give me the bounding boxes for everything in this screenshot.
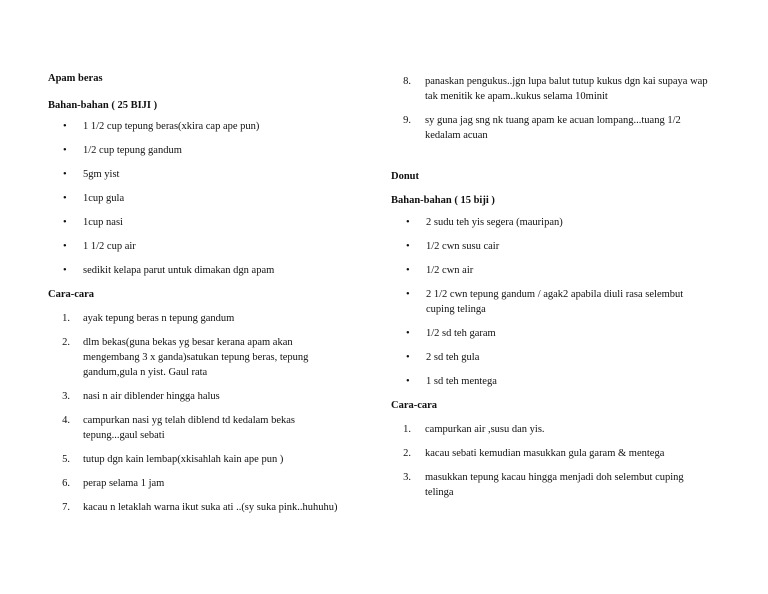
step-item — [48, 500, 348, 515]
steps-heading: Cara-cara — [48, 289, 95, 300]
step-text: sy guna jag sng nk tuang apam ke acuan lompang...tuang 1/2 kedalam acuan — [425, 115, 681, 141]
bullet-icon: • — [406, 289, 410, 300]
step-item — [48, 413, 348, 443]
steps-list-continued — [391, 74, 711, 143]
step-number: 2. — [403, 448, 411, 459]
recipe-title: Donut — [391, 171, 420, 182]
bullet-icon: • — [63, 217, 67, 228]
step-text: tutup dgn kain lembap(xkisahlah kain ape pun ) — [83, 454, 284, 465]
step-text: kacau n letaklah warna ikut suka ati ..(sy suka pink..huhuhu) — [83, 502, 338, 513]
step-number: 8. — [403, 76, 411, 87]
ingredients-heading: Bahan-bahan ( 15 biji ) — [391, 195, 495, 206]
step-text: ayak tepung beras n tepung gandum — [83, 313, 235, 324]
step-text: panaskan pengukus..jgn lupa balut tutup kukus dgn kai supaya wap tak menitik ke apam..kukus selama 10minit — [425, 76, 708, 102]
ingredient-text: 1/2 cup tepung gandum — [83, 145, 182, 156]
ingredient-text: 1/2 cwn air — [426, 265, 474, 276]
ingredient-item — [391, 287, 711, 317]
step-text: masukkan tepung kacau hingga menjadi doh selembut cuping telinga — [425, 472, 684, 498]
step-text: campurkan air ,susu dan yis. — [425, 424, 545, 435]
step-text: dlm bekas(guna bekas yg besar kerana apam akan mengembang 3 x ganda)satukan tepung beras, tepung gandum,gula n yist. Gaul rata — [83, 337, 309, 378]
step-text: campurkan nasi yg telah diblend td kedalam bekas tepung...gaul sebati — [83, 415, 295, 441]
bullet-icon: • — [63, 145, 67, 156]
ingredient-item — [48, 263, 348, 278]
step-item — [391, 113, 711, 143]
steps-list — [391, 422, 711, 500]
ingredient-item — [48, 143, 348, 158]
ingredient-text: 1 1/2 cup tepung beras(xkira cap ape pun) — [83, 121, 260, 132]
step-number: 3. — [403, 472, 411, 483]
ingredient-item — [391, 215, 711, 230]
ingredient-item — [48, 191, 348, 206]
step-item — [48, 311, 348, 326]
step-number: 4. — [62, 415, 70, 426]
step-text: nasi n air diblender hingga halus — [83, 391, 220, 402]
ingredient-item — [48, 167, 348, 182]
bullet-icon: • — [63, 241, 67, 252]
bullet-icon: • — [63, 121, 67, 132]
ingredient-item — [48, 119, 348, 134]
ingredient-item — [391, 374, 711, 389]
step-item — [48, 335, 348, 380]
ingredient-text: 1cup nasi — [83, 217, 123, 228]
bullet-icon: • — [63, 193, 67, 204]
step-number: 2. — [62, 337, 70, 348]
ingredients-heading: Bahan-bahan ( 25 BIJI ) — [48, 100, 158, 111]
step-number: 1. — [62, 313, 70, 324]
step-item — [48, 476, 348, 491]
ingredient-item — [48, 215, 348, 230]
bullet-icon: • — [406, 217, 410, 228]
step-number: 3. — [62, 391, 70, 402]
ingredient-text: 1 sd teh mentega — [426, 376, 497, 387]
step-item — [48, 452, 348, 467]
ingredient-text: 2 1/2 cwn tepung gandum / agak2 apabila diuli rasa selembut cuping telinga — [426, 289, 684, 315]
ingredients-list — [391, 215, 711, 389]
bullet-icon: • — [406, 328, 410, 339]
bullet-icon: • — [63, 169, 67, 180]
bullet-icon: • — [406, 376, 410, 387]
ingredient-text: 1 1/2 cup air — [83, 241, 136, 252]
steps-list — [48, 311, 348, 515]
step-number: 6. — [62, 478, 70, 489]
step-item — [391, 446, 711, 461]
ingredient-item — [391, 263, 711, 278]
ingredient-text: sedikit kelapa parut untuk dimakan dgn apam — [83, 265, 275, 276]
bullet-icon: • — [406, 241, 410, 252]
bullet-icon: • — [406, 265, 410, 276]
ingredient-text: 1/2 cwn susu cair — [426, 241, 500, 252]
ingredient-text: 5gm yist — [83, 169, 120, 180]
step-item — [48, 389, 348, 404]
ingredient-text: 1/2 sd teh garam — [426, 328, 496, 339]
step-number: 1. — [403, 424, 411, 435]
ingredient-item — [48, 239, 348, 254]
step-text: kacau sebati kemudian masukkan gula garam & mentega — [425, 448, 665, 459]
recipe-title: Apam beras — [48, 73, 103, 84]
ingredient-item — [391, 326, 711, 341]
ingredient-text: 1cup gula — [83, 193, 125, 204]
steps-heading: Cara-cara — [391, 400, 438, 411]
ingredients-list — [48, 119, 348, 278]
bullet-icon: • — [63, 265, 67, 276]
step-number: 9. — [403, 115, 411, 126]
step-text: perap selama 1 jam — [83, 478, 165, 489]
ingredient-text: 2 sudu teh yis segera (mauripan) — [426, 217, 563, 228]
step-number: 5. — [62, 454, 70, 465]
step-item — [391, 470, 711, 500]
ingredient-text: 2 sd teh gula — [426, 352, 480, 363]
ingredient-item — [391, 350, 711, 365]
bullet-icon: • — [406, 352, 410, 363]
step-item — [391, 74, 711, 104]
ingredient-item — [391, 239, 711, 254]
step-item — [391, 422, 711, 437]
recipe-apam-beras — [48, 71, 348, 524]
recipe-donut — [391, 74, 711, 509]
step-number: 7. — [62, 502, 70, 513]
